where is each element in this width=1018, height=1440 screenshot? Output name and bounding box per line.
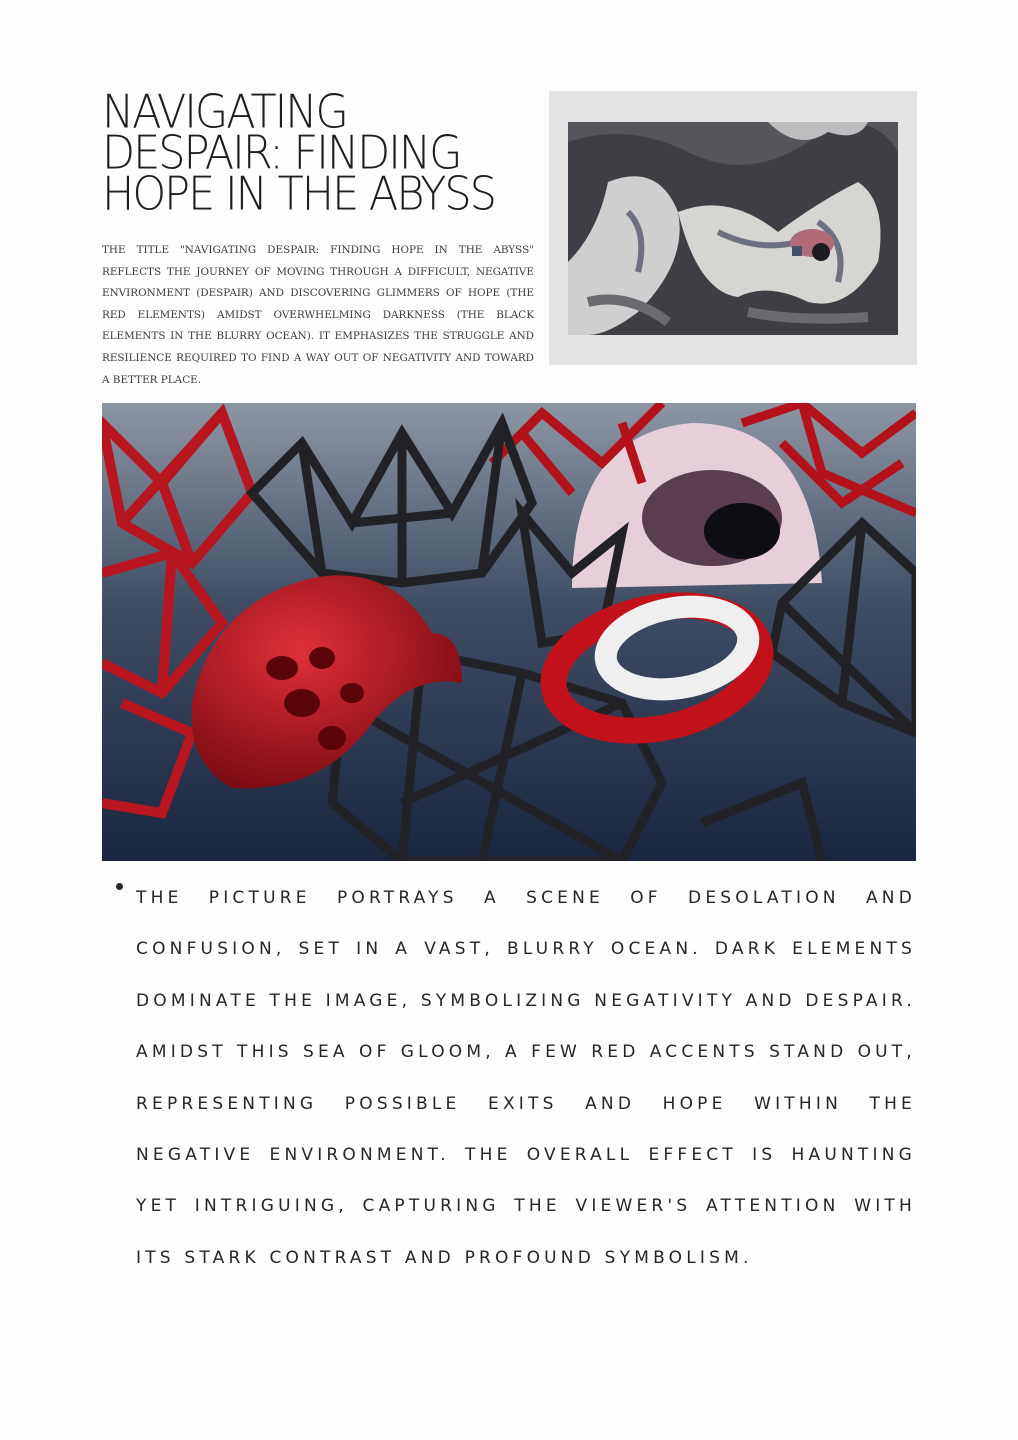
sculpture-render-image — [102, 403, 916, 861]
title-line-1: NAVIGATING — [102, 85, 347, 140]
list-item — [116, 873, 916, 1284]
bullet-dot — [116, 883, 123, 890]
painting-image — [549, 91, 917, 365]
title-line-2: DESPAIR: FINDING — [102, 126, 461, 181]
description-list — [116, 884, 916, 1284]
intro-paragraph: THE TITLE "NAVIGATING DESPAIR: FINDING HOPE IN THE ABYSS" REFLECTS THE JOURNEY OF MOVING THROUGH A DIFFICULT, NEGATIVE ENVIRONMENT (DESPAIR) AND DISCOVERING GLIMMERS OF HOPE (THE RED ELEMENTS) AMIDST OVERWHELMING DARKNESS (THE BLACK ELEMENTS IN THE BLURRY OCEAN). IT EMPHASIZES THE STRUGGLE AND RESILIENCE REQUIRED TO FIND A WAY OUT OF NEGATIVITY AND TOWARD A BETTER PLACE. — [102, 244, 534, 386]
page-title — [102, 85, 532, 222]
description-text: THE PICTURE PORTRAYS A SCENE OF DESOLATION AND CONFUSION, SET IN A VAST, BLURRY OCEAN. DARK ELEMENTS DOMINATE THE IMAGE, SYMBOLIZING NEGATIVITY AND DESPAIR. AMIDST THIS SEA OF GLOOM, A FEW RED ACCENTS STAND OUT, REPRESENTING POSSIBLE EXITS AND HOPE WITHIN THE NEGATIVE ENVIRONMENT. THE OVERALL EFFECT IS HAUNTING YET INTRIGUING, CAPTURING THE VIEWER'S ATTENTION WITH ITS STARK CONTRAST AND PROFOUND SYMBOLISM. — [136, 888, 916, 1268]
title-line-3: HOPE IN THE ABYSS — [102, 167, 495, 222]
